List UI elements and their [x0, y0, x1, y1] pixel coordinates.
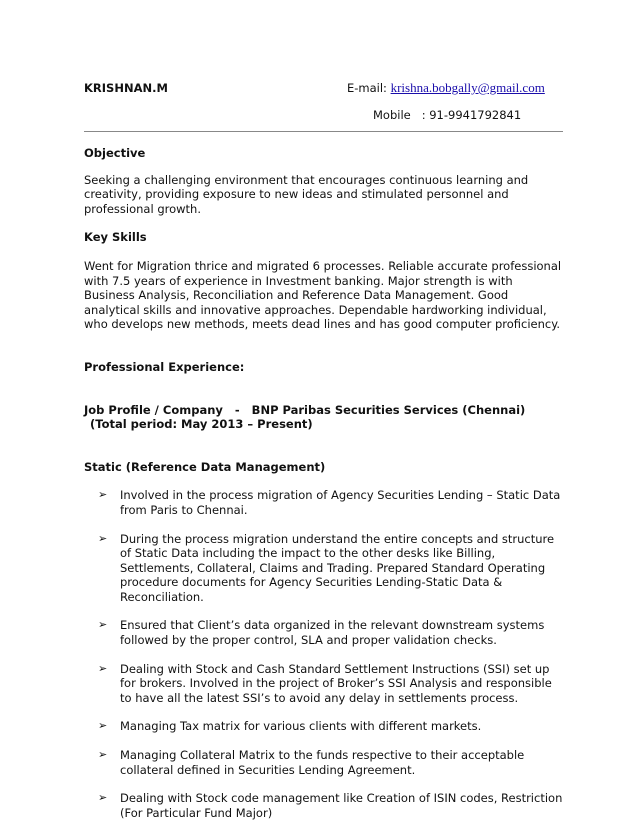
list-item	[84, 748, 564, 777]
list-item-text: Dealing with Stock code management like Creation of ISIN codes, Restriction (For Particular Fund Major)	[120, 791, 563, 820]
list-item	[84, 618, 564, 647]
list-item-text: Dealing with Stock and Cash Standard Settlement Instructions (SSI) set up for brokers. Involved in the project of Broker’s SSI Analysis and responsible to have all the latest SSI’s to avoid any delay in settlements process.	[120, 661, 552, 705]
arrow-bullet-icon: ➢	[98, 748, 108, 762]
experience-heading: Professional Experience:	[84, 359, 245, 374]
responsibility-list	[84, 488, 564, 820]
key-skills-text: Went for Migration thrice and migrated 6 processes. Reliable accurate professional with 7.5 years of experience in Investment banking. Major strength is with Business Analysis, Reconciliation and Reference Data Management. Good analytical skills and innovative approaches. Dependable hardworking individual, who develops new methods, meets dead lines and has good computer proficiency.	[84, 258, 562, 332]
list-item	[84, 719, 564, 734]
list-item-text: Managing Tax matrix for various clients with different markets.	[120, 719, 482, 734]
header-divider	[84, 131, 563, 132]
arrow-bullet-icon: ➢	[98, 488, 108, 502]
email-label: E-mail:	[347, 81, 391, 95]
list-item-text: During the process migration understand the entire concepts and structure of Static Data including the impact to the other desks like Billing, Settlements, Collateral, Claims and Trading. Prepared Standard Operating procedure documents for Agency Securities Lending-Static Data & Reconciliation.	[120, 531, 555, 604]
list-item	[84, 791, 564, 820]
email-line	[347, 81, 545, 95]
list-item	[84, 532, 564, 605]
objective-text: Seeking a challenging environment that encourages continuous learning and creativity, providing exposure to new ideas and stimulated personnel and professional growth.	[84, 172, 529, 216]
list-item-text: Managing Collateral Matrix to the funds respective to their acceptable collateral defined in Securities Lending Agreement.	[120, 748, 525, 777]
arrow-bullet-icon: ➢	[98, 719, 108, 733]
mobile-line: Mobile : 91-9941792841	[373, 108, 522, 122]
static-heading: Static (Reference Data Management)	[84, 459, 326, 474]
job-profile: Job Profile / Company - BNP Paribas Securities Services (Chennai)	[84, 402, 526, 417]
email-link[interactable]: krishna.bobgally@gmail.com	[390, 80, 545, 95]
arrow-bullet-icon: ➢	[98, 661, 108, 675]
list-item	[84, 488, 564, 517]
objective-heading: Objective	[84, 146, 146, 160]
list-item	[84, 662, 564, 706]
arrow-bullet-icon: ➢	[98, 618, 108, 632]
arrow-bullet-icon: ➢	[98, 531, 108, 545]
resume-content	[84, 146, 564, 834]
job-period: (Total period: May 2013 – Present)	[90, 417, 313, 432]
list-item-text: Ensured that Client’s data organized in the relevant downstream systems followed by the proper control, SLA and proper validation checks.	[120, 618, 545, 648]
candidate-name: KRISHNAN.M	[84, 81, 168, 95]
list-item-text: Involved in the process migration of Agency Securities Lending – Static Data from Paris to Chennai.	[120, 488, 561, 517]
key-skills-heading: Key Skills	[84, 230, 147, 245]
arrow-bullet-icon: ➢	[98, 791, 108, 805]
